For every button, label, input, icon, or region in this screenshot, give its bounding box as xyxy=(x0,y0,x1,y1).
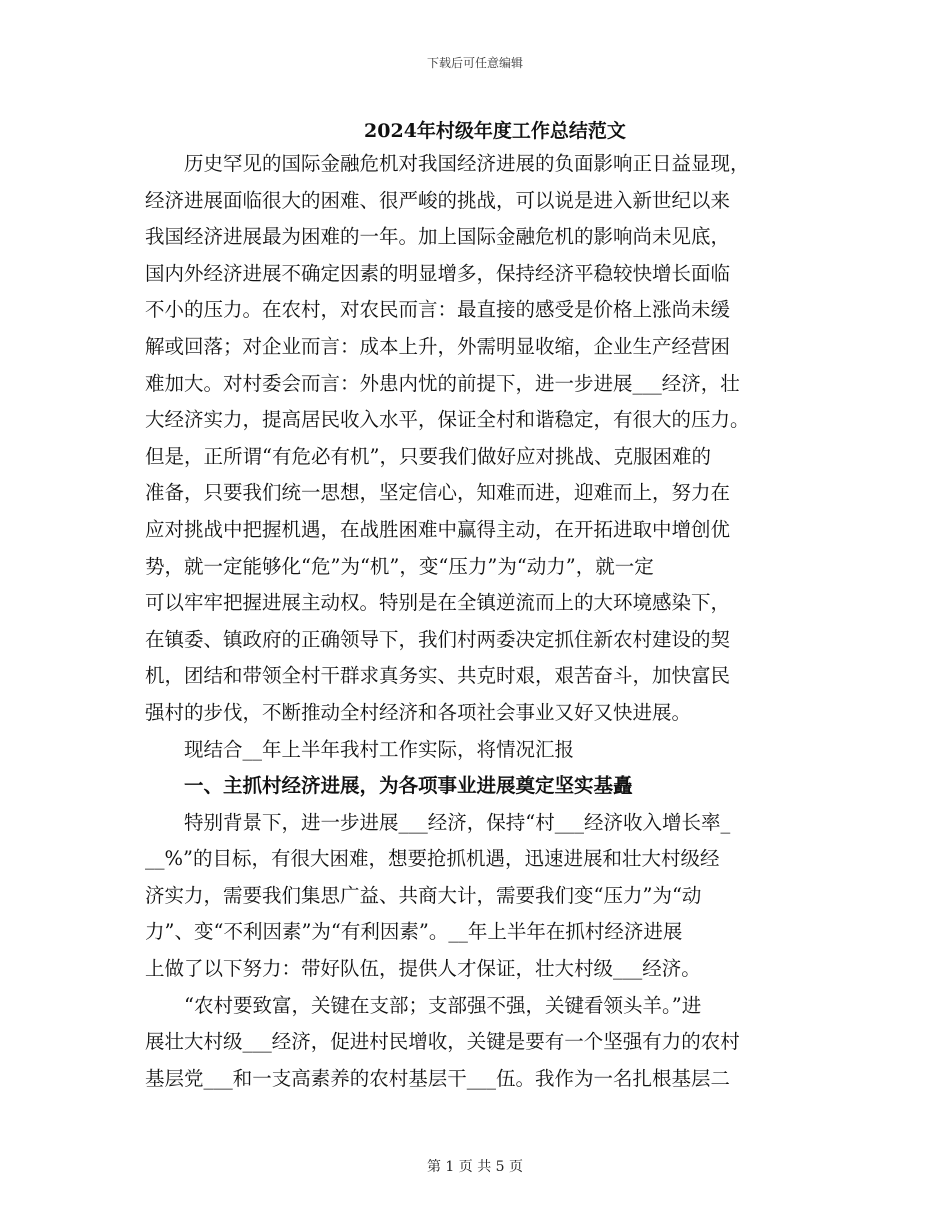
body-text-line: 机，团结和带领全村干群求真务实、共克时艰，艰苦奋斗，加快富民 xyxy=(145,664,731,688)
body-text-line: 现结合__年上半年我村工作实际，将情况汇报 xyxy=(145,737,575,761)
body-text-line: 历史罕见的国际金融危机对我国经济进展的负面影响正日益显现， xyxy=(145,152,750,175)
body-text-line: 难加大。对村委会而言：外患内忧的前提下，进一步进展___经济，壮 xyxy=(145,371,740,395)
body-text-line: 大经济实力，提高居民收入水平，保证全村和谐稳定，有很大的压力。 xyxy=(145,408,750,432)
body-text-line: 上做了以下努力：带好队伍，提供人才保证，壮大村级___经济。 xyxy=(145,957,701,981)
body-text-line: 国内外经济进展不确定因素的明显增多，保持经济平稳较快增长面临 xyxy=(145,261,731,285)
body-text-line: 特别背景下，进一步进展___经济，保持“村___经济收入增长率_ xyxy=(145,810,731,834)
body-text-line: 势，就一定能够化“危”为“机”，变“压力”为“动力”，就一定 xyxy=(145,554,654,578)
body-text-line: 展壮大村级___经济，促进村民增收，关键是要有一个坚强有力的农村 xyxy=(145,1030,740,1054)
body-text-line: 济实力，需要我们集思广益、共商大计，需要我们变“压力”为“动 xyxy=(145,883,702,907)
body-text-line: 可以牢牢把握进展主动权。特别是在全镇逆流而上的大环境感染下， xyxy=(145,591,731,615)
body-text-line: 我国经济进展最为困难的一年。加上国际金融危机的影响尚未见底， xyxy=(145,225,731,249)
body-text-line: 在镇委、镇政府的正确领导下，我们村两委决定抓住新农村建设的契 xyxy=(145,627,731,651)
document-body xyxy=(145,146,817,1097)
body-text-line: 准备，只要我们统一思想，坚定信心，知难而进，迎难而上，努力在 xyxy=(145,481,731,505)
body-text-line: 基层党___和一支高素养的农村基层干___伍。我作为一名扎根基层二 xyxy=(145,1066,731,1090)
body-text-line: 经济进展面临很大的困难、很严峻的挑战，可以说是进入新世纪以来 xyxy=(145,188,731,212)
body-text-line: 解或回落；对企业而言：成本上升，外需明显收缩，企业生产经营困 xyxy=(145,334,731,358)
body-text-line: 但是，正所谓“有危必有机”，只要我们做好应对挑战、克服困难的 xyxy=(145,444,711,468)
document-title: 2024年村级年度工作总结范文 xyxy=(364,120,626,142)
page-footer: 第 1 页 共 5 页 xyxy=(426,1159,524,1175)
body-text-line: “农村要致富，关键在支部；支部强不强，关键看领头羊。”进 xyxy=(145,993,702,1017)
body-text-line: 不小的压力。在农村，对农民而言：最直接的感受是价格上涨尚未缓 xyxy=(145,298,731,322)
body-text-line: 力”、变“不利因素”为“有利因素”。__年上半年在抓村经济进展 xyxy=(145,920,683,944)
section-heading: 一、主抓村经济进展，为各项事业进展奠定坚实基矗 xyxy=(145,774,633,798)
body-text-line: 应对挑战中把握机遇，在战胜困难中赢得主动，在开拓进取中增创优 xyxy=(145,517,731,541)
page-header: 下载后可任意编辑 xyxy=(426,56,523,70)
body-text-line: __%”的目标，有很大困难，想要抢抓机遇，迅速进展和壮大村级经 xyxy=(145,847,720,871)
body-text-line: 强村的步伐，不断推动全村经济和各项社会事业又好又快进展。 xyxy=(145,700,692,724)
